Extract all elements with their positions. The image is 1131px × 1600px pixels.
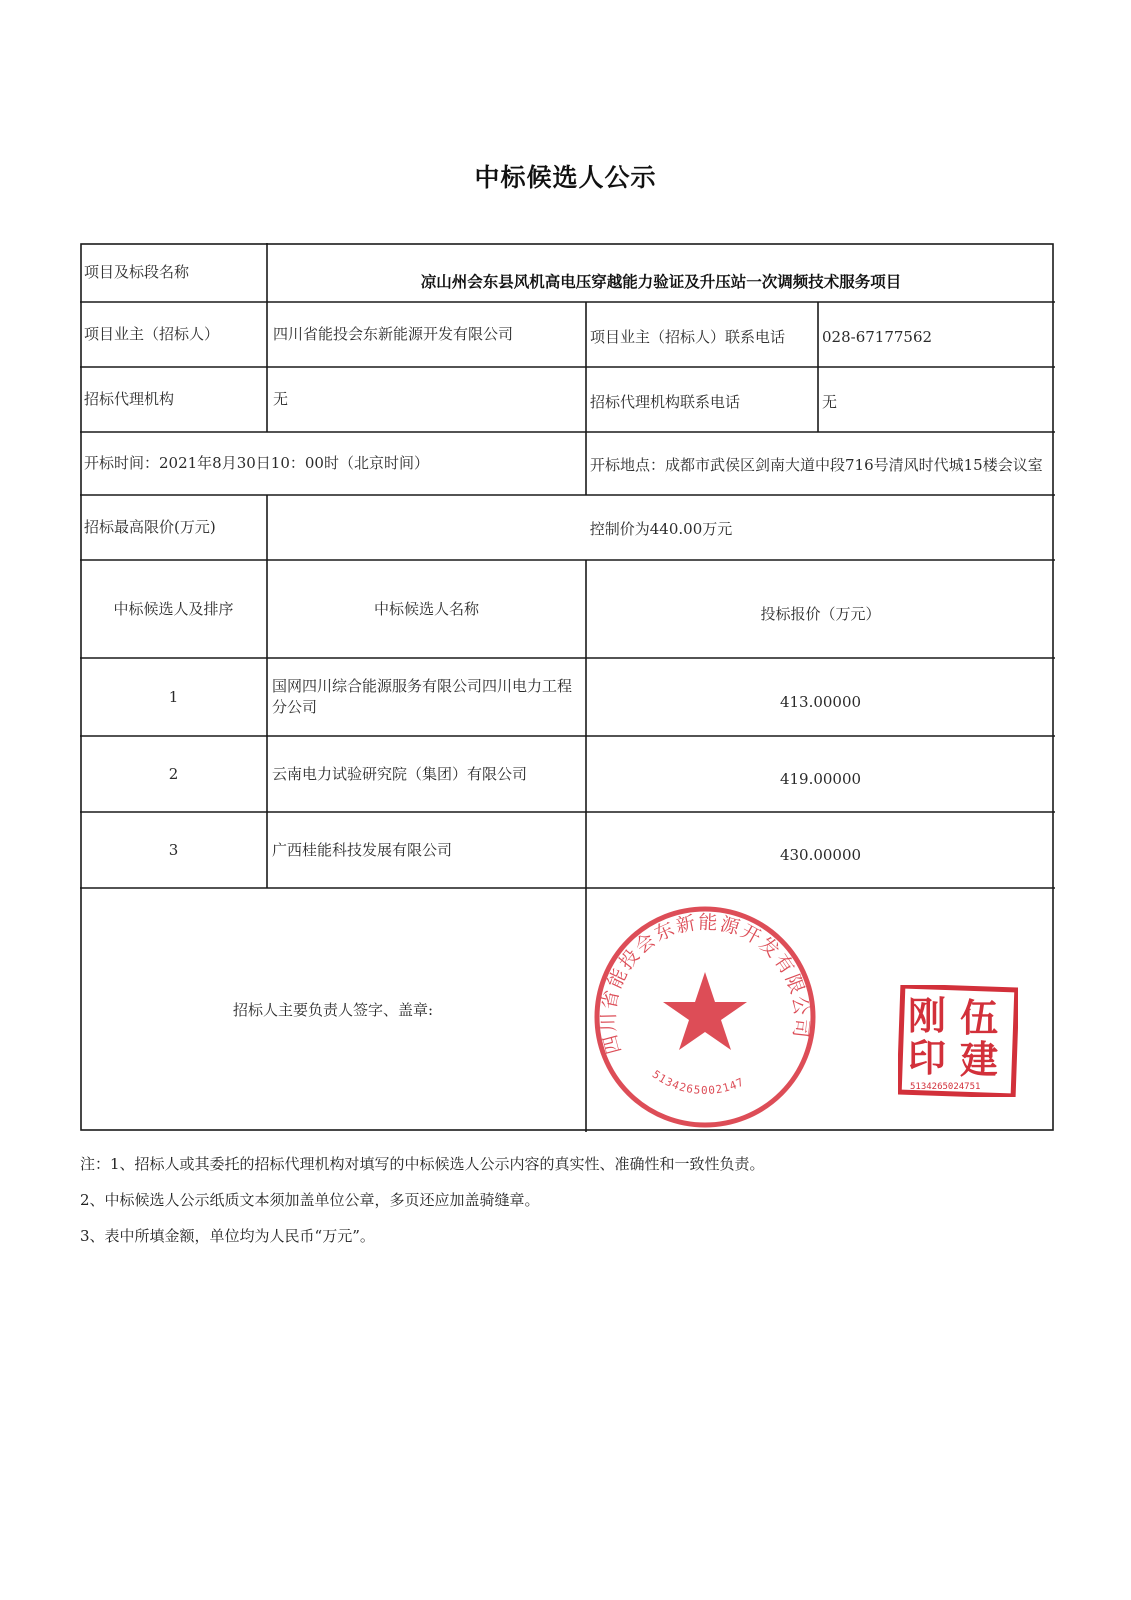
- owner-phone-label: 项目业主（招标人）联系电话: [590, 328, 786, 346]
- seal-ring-text: 四川省能投会东新能源开发有限公司: [597, 911, 813, 1057]
- open-time: 开标时间：2021年8月30日10：00时（北京时间）: [84, 454, 429, 472]
- agency-value: 无: [273, 390, 289, 408]
- rank-1: 1: [168, 687, 179, 706]
- open-place: 开标地点：成都市武侯区剑南大道中段716号清风时代城15楼会议室: [590, 456, 1043, 474]
- owner-value: 四川省能投会东新能源开发有限公司: [273, 325, 514, 343]
- page-title: 中标候选人公示: [474, 163, 657, 192]
- seal-star-icon: [663, 972, 747, 1050]
- rank-3: 3: [168, 840, 179, 859]
- stamp-number: 5134265024751: [910, 1082, 981, 1092]
- candidate-name-2: 云南电力试验研究院（集团）有限公司: [272, 764, 528, 783]
- svg-text:5134265002147: [650, 1068, 747, 1097]
- note-1: 注：1、招标人或其委托的招标代理机构对填写的中标候选人公示内容的真实性、准确性和一致性负责。: [80, 1155, 765, 1173]
- signature-label: 招标人主要负责人签字、盖章:: [232, 1000, 434, 1019]
- max-price-label: 招标最高限价(万元): [84, 518, 216, 536]
- stamp-char-1: 刚: [908, 994, 947, 1038]
- stamp-char-4: 建: [960, 1038, 999, 1082]
- bid-price-3: 430.00000: [779, 845, 862, 864]
- bid-price-2: 419.00000: [779, 769, 862, 788]
- header-candidate-name: 中标候选人名称: [373, 599, 479, 618]
- stamp-char-3: 印: [908, 1036, 947, 1080]
- agency-label: 招标代理机构: [84, 390, 175, 408]
- note-2: 2、中标候选人公示纸质文本须加盖单位公章，多页还应加盖骑缝章。: [80, 1191, 540, 1209]
- personal-stamp-image: [898, 985, 1018, 1097]
- company-seal-image: [590, 902, 820, 1132]
- stamp-char-2: 伍: [960, 996, 999, 1040]
- candidate-name-3: 广西桂能科技发展有限公司: [272, 840, 453, 859]
- project-name-value: 凉山州会东县风机高电压穿越能力验证及升压站一次调频技术服务项目: [420, 273, 902, 291]
- agency-phone-label: 招标代理机构联系电话: [590, 393, 741, 411]
- project-name-label: 项目及标段名称: [84, 263, 190, 281]
- note-3: 3、表中所填金额，单位均为人民币“万元”。: [80, 1227, 375, 1245]
- header-rank: 中标候选人及排序: [113, 599, 234, 618]
- seal-number: 5134265002147: [649, 1067, 747, 1097]
- rank-2: 2: [168, 764, 179, 783]
- owner-phone-value: 028-67177562: [822, 328, 933, 346]
- candidate-name-1: 国网四川综合能源服务有限公司四川电力工程分公司: [272, 677, 573, 716]
- bid-price-1: 413.00000: [779, 692, 862, 711]
- header-bid-price: 投标报价（万元）: [760, 604, 881, 623]
- max-price-value: 控制价为440.00万元: [589, 520, 733, 538]
- agency-phone-value: 无: [822, 393, 838, 411]
- owner-label: 项目业主（招标人）: [84, 325, 220, 343]
